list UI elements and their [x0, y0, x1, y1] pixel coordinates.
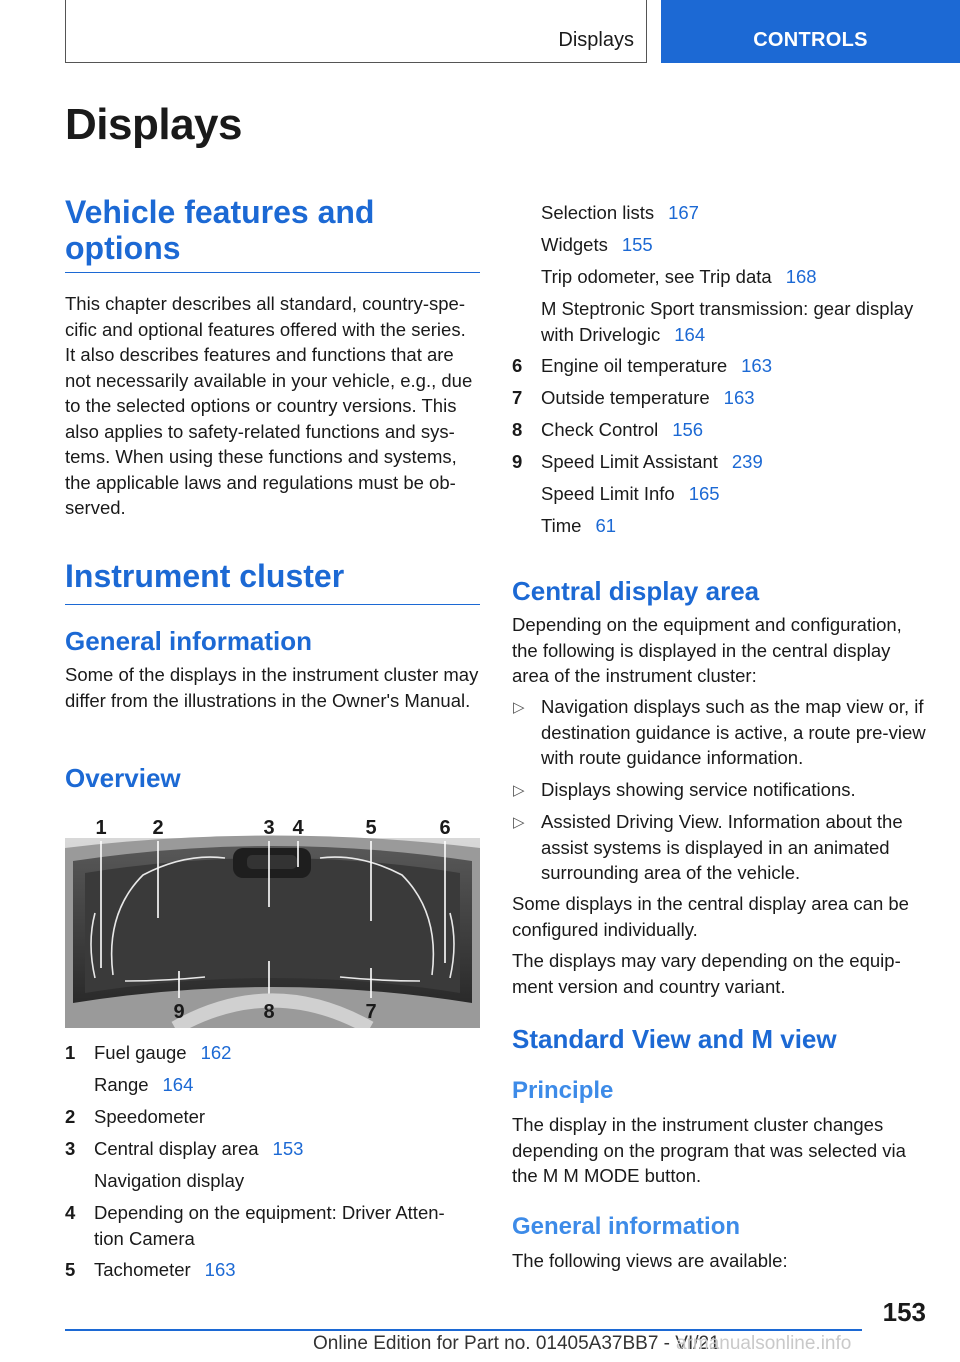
central-paragraph-2: Some displays in the central display area can be configured individually. — [512, 893, 909, 940]
heading-standard-view: Standard View and M view — [512, 1024, 837, 1054]
footer-edition: Online Edition for Part no. 01405A37BB7 - VI/21 — [313, 1333, 720, 1354]
features-paragraph: This chapter describes all standard, country-spe-cific and optional features offered with the series. It also describes features and functions that are not necessarily available in your vehicle, e.g., due to the selected options or country versions. This also applies to safety-related functions and sys-tems. When using these functions and systems, the applicable laws and regulations must be ob-served. — [65, 293, 473, 518]
heading-vehicle-features: Vehicle features and options — [65, 194, 480, 273]
page-ref-link[interactable]: 167 — [668, 202, 699, 223]
page-ref-link[interactable]: 163 — [204, 1259, 236, 1280]
heading-overview: Overview — [65, 763, 181, 793]
page-ref-link[interactable]: 162 — [200, 1042, 232, 1063]
heading-principle: Principle — [512, 1077, 614, 1104]
footer-watermark: armanualsonline.info — [676, 1333, 852, 1354]
page-ref-link[interactable]: 239 — [731, 451, 763, 472]
page-ref-link[interactable]: 163 — [723, 387, 755, 408]
callout-label: 5 — [365, 817, 377, 839]
page-ref-link[interactable]: 163 — [741, 355, 773, 376]
central-paragraph-3: The displays may vary depending on the equip-ment version and country variant. — [512, 950, 901, 997]
footer-divider — [65, 1329, 862, 1331]
general-paragraph-2: The following views are available: — [512, 1250, 788, 1271]
instrument-cluster-figure — [65, 803, 480, 1028]
callout-label: 1 — [95, 817, 107, 839]
central-paragraph: Depending on the equipment and configuration, the following is displayed in the central display area of the instrument cluster: — [512, 614, 902, 686]
instrument-cluster-illustration — [65, 803, 480, 1028]
callout-label: 2 — [152, 817, 164, 839]
general-paragraph: Some of the displays in the instrument cluster may differ from the illustrations in the Owner's Manual. — [65, 664, 479, 711]
page-ref-link[interactable]: 164 — [162, 1074, 194, 1095]
page-ref-link[interactable]: 168 — [785, 266, 817, 287]
heading-central-display-area: Central display area — [512, 576, 760, 606]
page-title: Displays — [65, 100, 242, 149]
header-section-title: Displays — [558, 29, 634, 51]
heading-general-information-2: General information — [512, 1213, 741, 1240]
page-ref-link[interactable]: 156 — [672, 419, 704, 440]
page-number: 153 — [882, 1297, 926, 1327]
callout-label: 4 — [292, 817, 304, 839]
triangle-bullet-icon: ▷ — [513, 814, 525, 831]
callout-label: 8 — [263, 1001, 275, 1023]
triangle-bullet-icon: ▷ — [513, 782, 525, 799]
triangle-bullet-icon: ▷ — [513, 699, 525, 716]
page-ref-link[interactable]: 164 — [674, 323, 706, 345]
callout-label: 9 — [173, 1001, 185, 1023]
heading-instrument-cluster: Instrument cluster — [65, 558, 480, 605]
header-chapter-tab: CONTROLS — [661, 0, 960, 63]
principle-paragraph: The display in the instrument cluster changes depending on the program that was selected via the M M MODE button. — [512, 1114, 906, 1186]
page-ref-link[interactable]: 61 — [595, 515, 617, 536]
callout-label: 7 — [365, 1001, 377, 1023]
callout-label: 3 — [263, 817, 275, 839]
page-ref-link[interactable]: 153 — [272, 1138, 304, 1159]
callout-label: 6 — [439, 817, 451, 839]
page-ref-link[interactable]: 165 — [688, 483, 720, 504]
page-ref-link[interactable]: 155 — [621, 234, 653, 255]
heading-general-information: General information — [65, 626, 313, 656]
